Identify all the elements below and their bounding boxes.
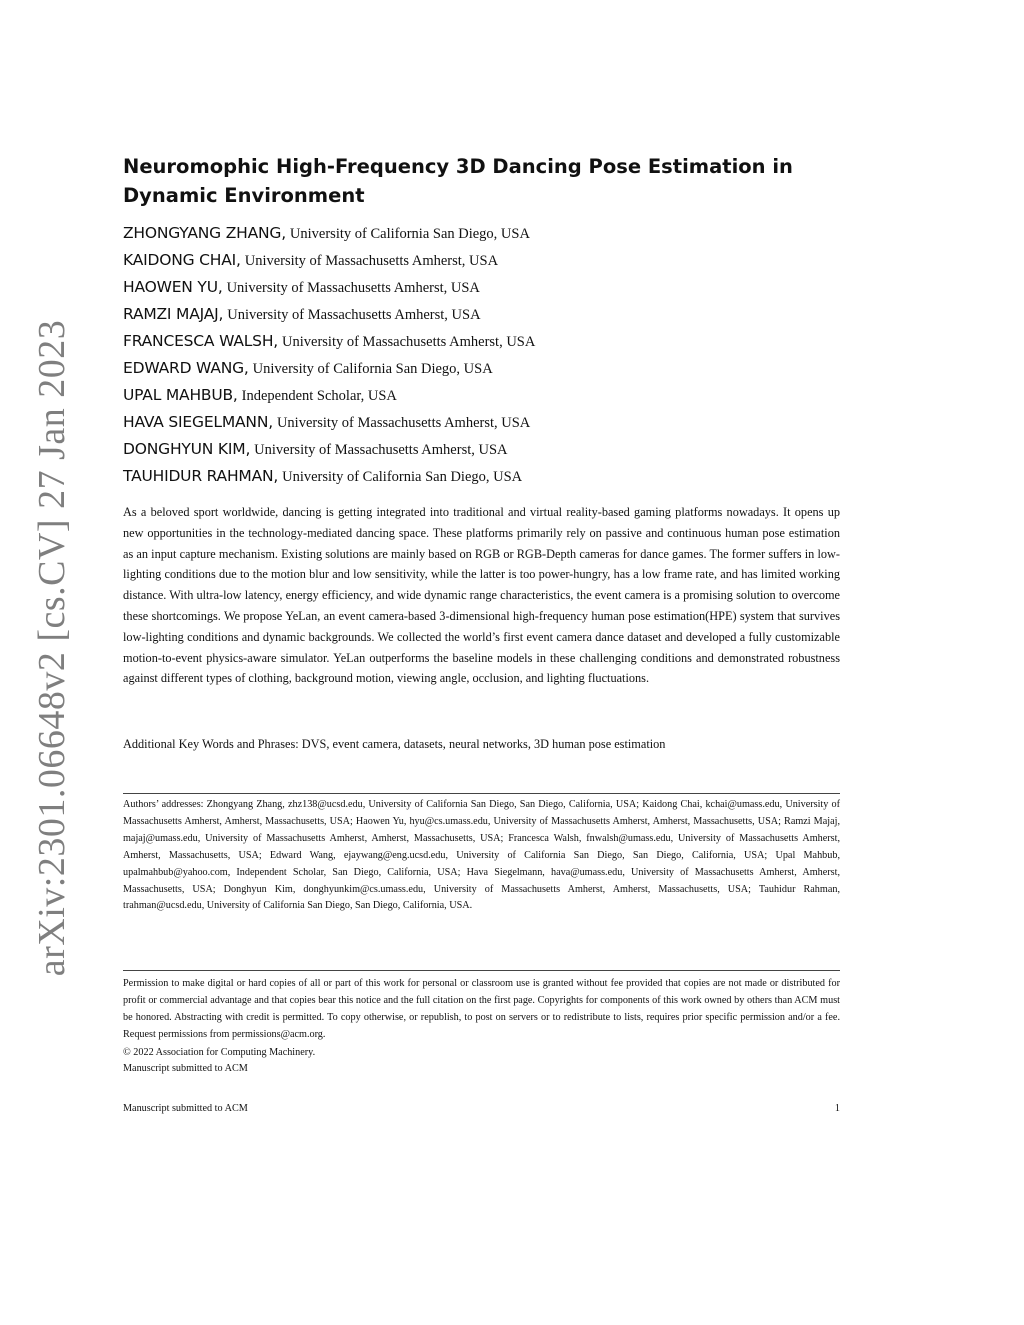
author-entry [123,220,840,247]
author-affiliation: University of Massachusetts Amherst, USA [226,280,480,296]
paper-title: Neuromophic High-Frequency 3D Dancing Pose Estimation in Dynamic Environment [123,155,793,207]
author-affiliation: University of California San Diego, USA [252,361,493,377]
author-affiliation: University of Massachusetts Amherst, USA [227,307,481,323]
author-name: RAMZI MAJAJ, [123,305,224,323]
author-name: TAUHIDUR RAHMAN, [123,467,279,485]
author-name: DONGHYUN KIM, [123,440,251,458]
author-name: UPAL MAHBUB, [123,386,238,404]
manuscript-note: Manuscript submitted to ACM [123,1063,248,1074]
permission-divider [123,970,840,971]
author-entry [123,409,840,436]
abstract: As a beloved sport worldwide, dancing is getting integrated into traditional and virtual reality-based gaming platforms nowadays. It opens up new opportunities in the technology-mediated dancing space. These platforms primarily rely on passive and continuous human pose estimation as an input capture mechanism. Existing solutions are mainly based on RGB or RGB-Depth cameras for dance games. The former suffers in low-lighting conditions due to the motion blur and low sensitivity, while the latter is too power-hungry, has a low frame rate, and has limited working distance. With ultra-low latency, energy efficiency, and wide dynamic range characteristics, the event camera is a promising solution to overcome these shortcomings. We propose YeLan, an event camera-based 3-dimensional high-frequency human pose estimation(HPE) system that survives low-lighting conditions and dynamic backgrounds. We collected the world’s first event camera dance dataset and developed a fully customizable motion-to-event physics-aware simulator. YeLan outperforms the baseline models in these challenging conditions and demonstrated robustness against different types of clothing, background motion, viewing angle, occlusion, and lighting fluctuations. [123,505,840,686]
footer-manuscript-label: Manuscript submitted to ACM [123,1103,248,1114]
author-affiliation: University of California San Diego, USA [289,226,530,242]
author-name: FRANCESCA WALSH, [123,332,279,350]
author-name: ZHONGYANG ZHANG, [123,224,286,242]
author-entry [123,328,840,355]
author-entry [123,463,840,490]
page-number: 1 [834,1103,840,1114]
author-affiliation: Independent Scholar, USA [241,388,397,404]
author-affiliation: University of California San Diego, USA [282,469,523,485]
page-footer [123,1101,840,1117]
author-name: EDWARD WANG, [123,359,249,377]
author-entry [123,355,840,382]
keywords: Additional Key Words and Phrases: DVS, event camera, datasets, neural networks, 3D human pose estimation [123,737,666,751]
author-addresses: Authors’ addresses: Zhongyang Zhang, zhz138@ucsd.edu, University of California San Diego, San Diego, California, USA; Kaidong Chai, kchai@umass.edu, University of Massachusetts Amherst, Amherst, Massachusetts, USA; Haowen Yu, hyu@cs.umass.edu, University of Massachusetts Amherst, Amherst, Massachusetts, USA; Ramzi Majaj, majaj@umass.edu, University of Massachusetts Amherst, Amherst, Massachusetts, USA; Francesca Walsh, fnwalsh@umass.edu, University of Massachusetts Amherst, Amherst, Massachusetts, USA; Edward Wang, ejaywang@eng.ucsd.edu, University of California San Diego, San Diego, California, USA; Upal Mahbub, upalmahbub@yahoo.com, Independent Scholar, San Diego, California, USA; Hava Siegelmann, hava@umass.edu, University of Massachusetts Amherst, Amherst, Massachusetts, USA; Donghyun Kim, donghyunkim@cs.umass.edu, University of Massachusetts Amherst, Amherst, Massachusetts, USA; Tauhidur Rahman, trahman@ucsd.edu, University of California San Diego, San Diego, California, USA. [123,799,840,912]
author-name: HAVA SIEGELMANN, [123,413,273,431]
author-affiliation: University of Massachusetts Amherst, USA [282,334,536,350]
author-entry [123,436,840,463]
author-name: HAOWEN YU, [123,278,223,296]
author-entry [123,274,840,301]
author-name: KAIDONG CHAI, [123,251,241,269]
footnote-divider [123,793,840,794]
author-list [123,220,840,490]
arxiv-identifier-stamp: arXiv:2301.06648v2 [cs.CV] 27 Jan 2023 [31,319,73,977]
author-entry [123,247,840,274]
permission-notice: Permission to make digital or hard copies of all or part of this work for personal or classroom use is granted without fee provided that copies are not made or distributed for profit or commercial advantage and that copies bear this notice and the full citation on the first page. Copyrights for components of this work owned by others than ACM must be honored. Abstracting with credit is permitted. To copy otherwise, or republish, to post on servers or to redistribute to lists, requires prior specific permission and/or a fee. Request permissions from permissions@acm.org. [123,978,840,1040]
author-affiliation: University of Massachusetts Amherst, USA [254,442,508,458]
author-affiliation: University of Massachusetts Amherst, USA [244,253,499,269]
author-entry [123,382,840,409]
author-affiliation: University of Massachusetts Amherst, USA [276,415,531,431]
author-entry [123,301,840,328]
copyright-line: © 2022 Association for Computing Machinery. [123,1047,316,1058]
